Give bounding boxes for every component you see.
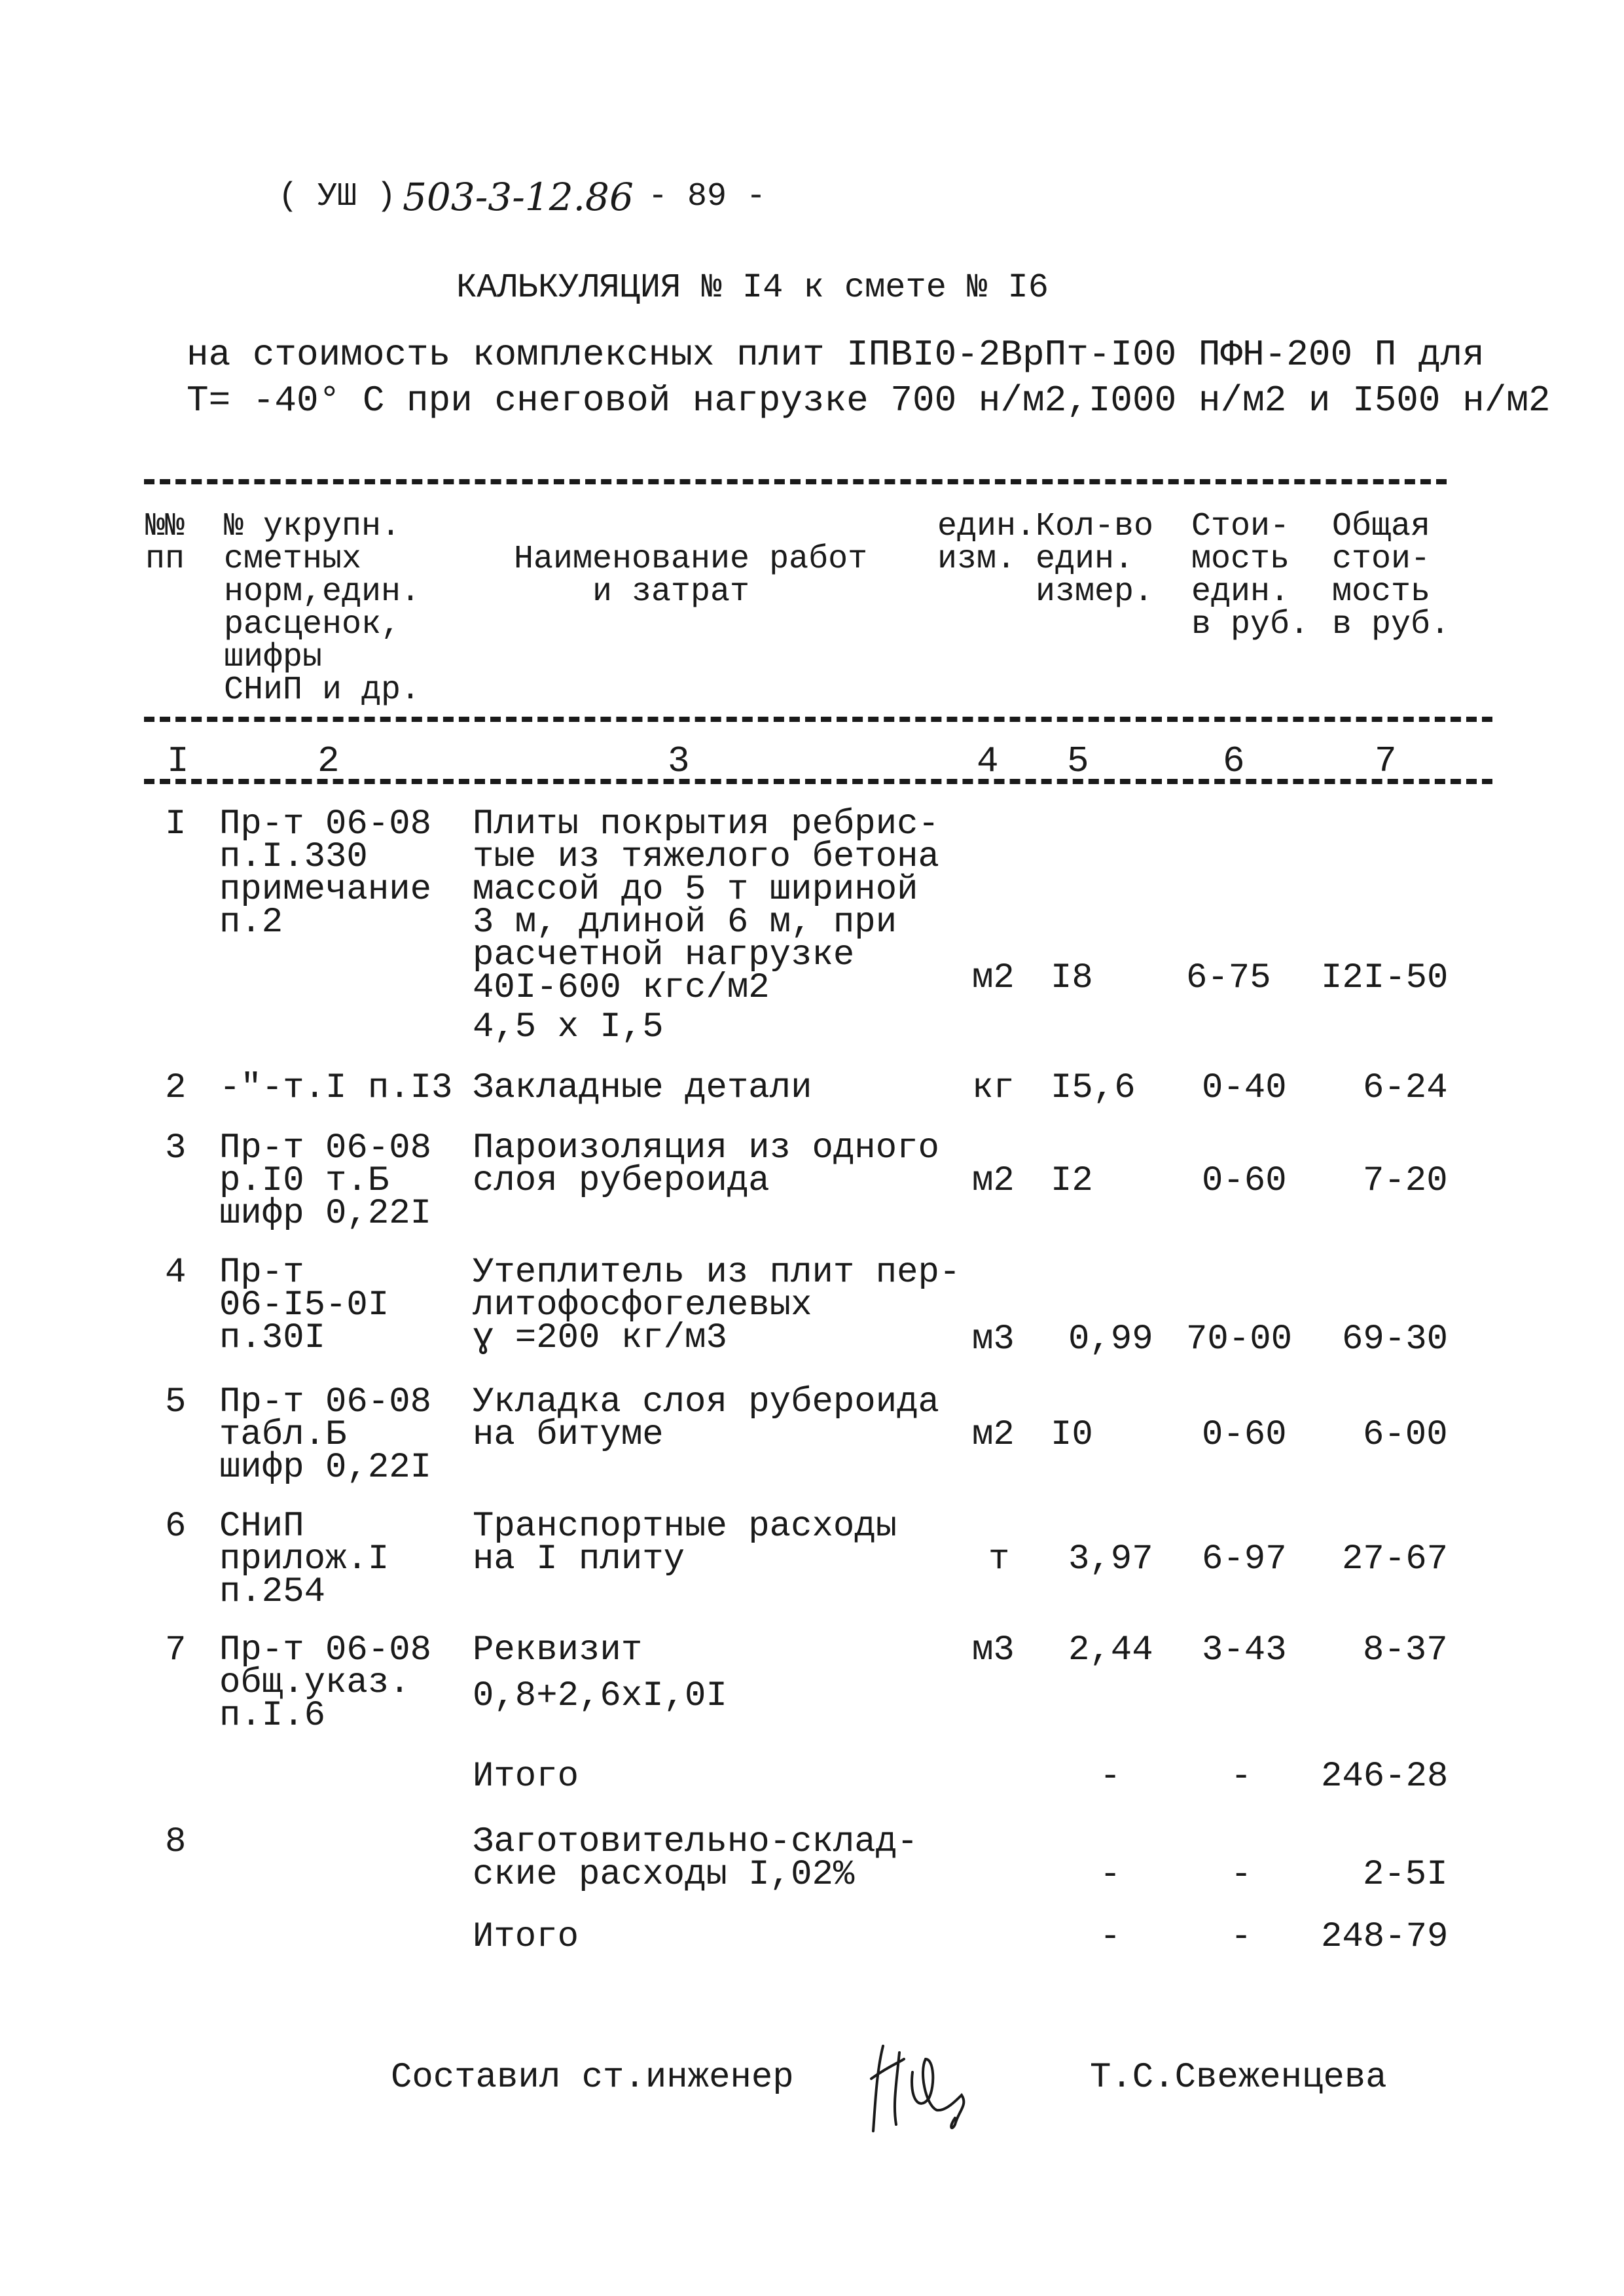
subtotal-label: Итого <box>473 1757 579 1797</box>
row-qty: I5,6 <box>1051 1068 1136 1108</box>
subtotal-total: 246-28 <box>1321 1757 1449 1797</box>
column-number: 7 <box>1375 740 1397 782</box>
row-name: Закладные детали <box>473 1068 812 1108</box>
row-price: 0-60 <box>1202 1161 1287 1201</box>
row-unit: кг <box>972 1068 1015 1108</box>
header-col-3: Наименование работ и затрат <box>514 541 868 611</box>
row-name: Транспортные расходы на I плиту <box>473 1507 897 1579</box>
row-name: Плиты покрытия ребрис- тые из тяжелого бетона массой до 5 т шириной 3 м, длиной 6 м, при расчетной нагрузке 40I-600 кгс/м2 <box>473 804 939 1008</box>
signature <box>851 2022 982 2127</box>
doc-ref-prefix: ( УШ ) <box>278 178 397 215</box>
row-price: 0-40 <box>1202 1068 1287 1108</box>
row-qty: 2,44 <box>1068 1630 1153 1670</box>
subtotal-price: - <box>1231 1757 1252 1797</box>
grand-total-total: 248-79 <box>1321 1917 1449 1957</box>
row-price: 70-00 <box>1186 1319 1293 1359</box>
row-code: СНиП прилож.I п.254 <box>219 1507 389 1612</box>
row-total: 69-30 <box>1342 1319 1449 1359</box>
row-name: Пароизоляция из одного слоя рубероида <box>473 1128 939 1201</box>
header-col-4: един. изм. <box>937 508 1036 578</box>
grand-total-label: Итого <box>473 1917 579 1957</box>
row-qty: - <box>1100 1855 1121 1895</box>
row-name: Укладка слоя рубероида на битуме <box>473 1382 939 1455</box>
doc-ref-handwritten: 503-3-12.86 <box>403 175 634 219</box>
row-total: 6-00 <box>1363 1415 1448 1455</box>
header-col-2: № укрупн. сметных норм,един. расценок, шифры СНиП и др. <box>224 508 421 709</box>
row-code: -"-т.I п.I3 <box>219 1068 453 1108</box>
row-price: - <box>1231 1855 1252 1895</box>
row-name: Реквизит <box>473 1630 643 1670</box>
column-number: 2 <box>317 740 340 782</box>
row-unit: м2 <box>972 1161 1015 1201</box>
header-col-1: №№ пп <box>145 508 185 578</box>
header-col-5: Кол-во един. измер. <box>1036 508 1154 611</box>
subtotal-qty: - <box>1100 1757 1121 1797</box>
row-qty: I2 <box>1051 1161 1093 1201</box>
row-number: 7 <box>165 1630 187 1670</box>
row-name: Заготовительно-склад- ские расходы I,02% <box>473 1822 918 1895</box>
column-number: 5 <box>1067 740 1089 782</box>
row-total: 7-20 <box>1363 1161 1448 1201</box>
row-name: Утеплитель из плит пер- литофосфогелевых ɣ =200 кг/м3 <box>473 1253 961 1358</box>
row-qty: I0 <box>1051 1415 1093 1455</box>
row-price: 6-75 <box>1186 958 1271 998</box>
row-number: 5 <box>165 1382 187 1422</box>
row-qty: 3,97 <box>1068 1539 1153 1579</box>
grand-total-qty: - <box>1100 1917 1121 1957</box>
row-unit: м3 <box>972 1319 1015 1359</box>
row-unit: т <box>988 1539 1010 1579</box>
row-price: 3-43 <box>1202 1630 1287 1670</box>
page-number: - 89 - <box>648 178 767 215</box>
row-number: 2 <box>165 1068 187 1108</box>
row-code: Пр-т 06-08 общ.указ. п.I.6 <box>219 1630 432 1736</box>
row-qty: 0,99 <box>1068 1319 1153 1359</box>
row-number: 8 <box>165 1822 187 1862</box>
row-total: 27-67 <box>1342 1539 1449 1579</box>
row-note: 4,5 х I,5 <box>473 1007 664 1047</box>
row-price: 0-60 <box>1202 1415 1287 1455</box>
row-code: Пр-т 06-I5-0I п.30I <box>219 1253 389 1358</box>
row-number: I <box>165 804 187 844</box>
column-number: I <box>167 740 189 782</box>
row-qty: I8 <box>1051 958 1093 998</box>
row-code: Пр-т 06-08 п.I.330 примечание п.2 <box>219 804 432 942</box>
document-title: КАЛЬКУЛЯЦИЯ № I4 к смете № I6 <box>456 268 1049 307</box>
grand-total-price: - <box>1231 1917 1252 1957</box>
subtitle-line-1: на стоимость комплексных плит IПВI0-2ВрПт-I00 ПФН-200 П для <box>187 334 1485 376</box>
row-total: I2I-50 <box>1321 958 1449 998</box>
row-code: Пр-т 06-08 табл.Б шифр 0,22I <box>219 1382 432 1488</box>
row-total: 6-24 <box>1363 1068 1448 1108</box>
column-number: 4 <box>977 740 999 782</box>
compiler-name: Т.С.Свеженцева <box>1090 2058 1387 2098</box>
column-numbers-rule <box>144 779 1492 784</box>
subtitle-line-2: Т= -40° С при снеговой нагрузке 700 н/м2,I000 н/м2 и I500 н/м2 <box>187 380 1551 422</box>
column-number: 3 <box>668 740 690 782</box>
row-total: 2-5I <box>1363 1855 1448 1895</box>
header-col-7: Общая стои- мость в руб. <box>1332 508 1451 643</box>
row-number: 3 <box>165 1128 187 1168</box>
row-unit: м3 <box>972 1630 1015 1670</box>
header-bottom-rule <box>144 717 1492 722</box>
header-col-6: Стои- мость един. в руб. <box>1191 508 1310 643</box>
row-note: 0,8+2,6хI,0I <box>473 1676 727 1716</box>
table-top-rule <box>144 479 1447 484</box>
compiled-by-label: Составил ст.инженер <box>391 2058 794 2098</box>
row-unit: м2 <box>972 958 1015 998</box>
row-number: 4 <box>165 1253 187 1293</box>
row-unit: м2 <box>972 1415 1015 1455</box>
row-total: 8-37 <box>1363 1630 1448 1670</box>
row-number: 6 <box>165 1507 187 1547</box>
row-price: 6-97 <box>1202 1539 1287 1579</box>
column-number: 6 <box>1223 740 1245 782</box>
row-code: Пр-т 06-08 р.I0 т.Б шифр 0,22I <box>219 1128 432 1234</box>
